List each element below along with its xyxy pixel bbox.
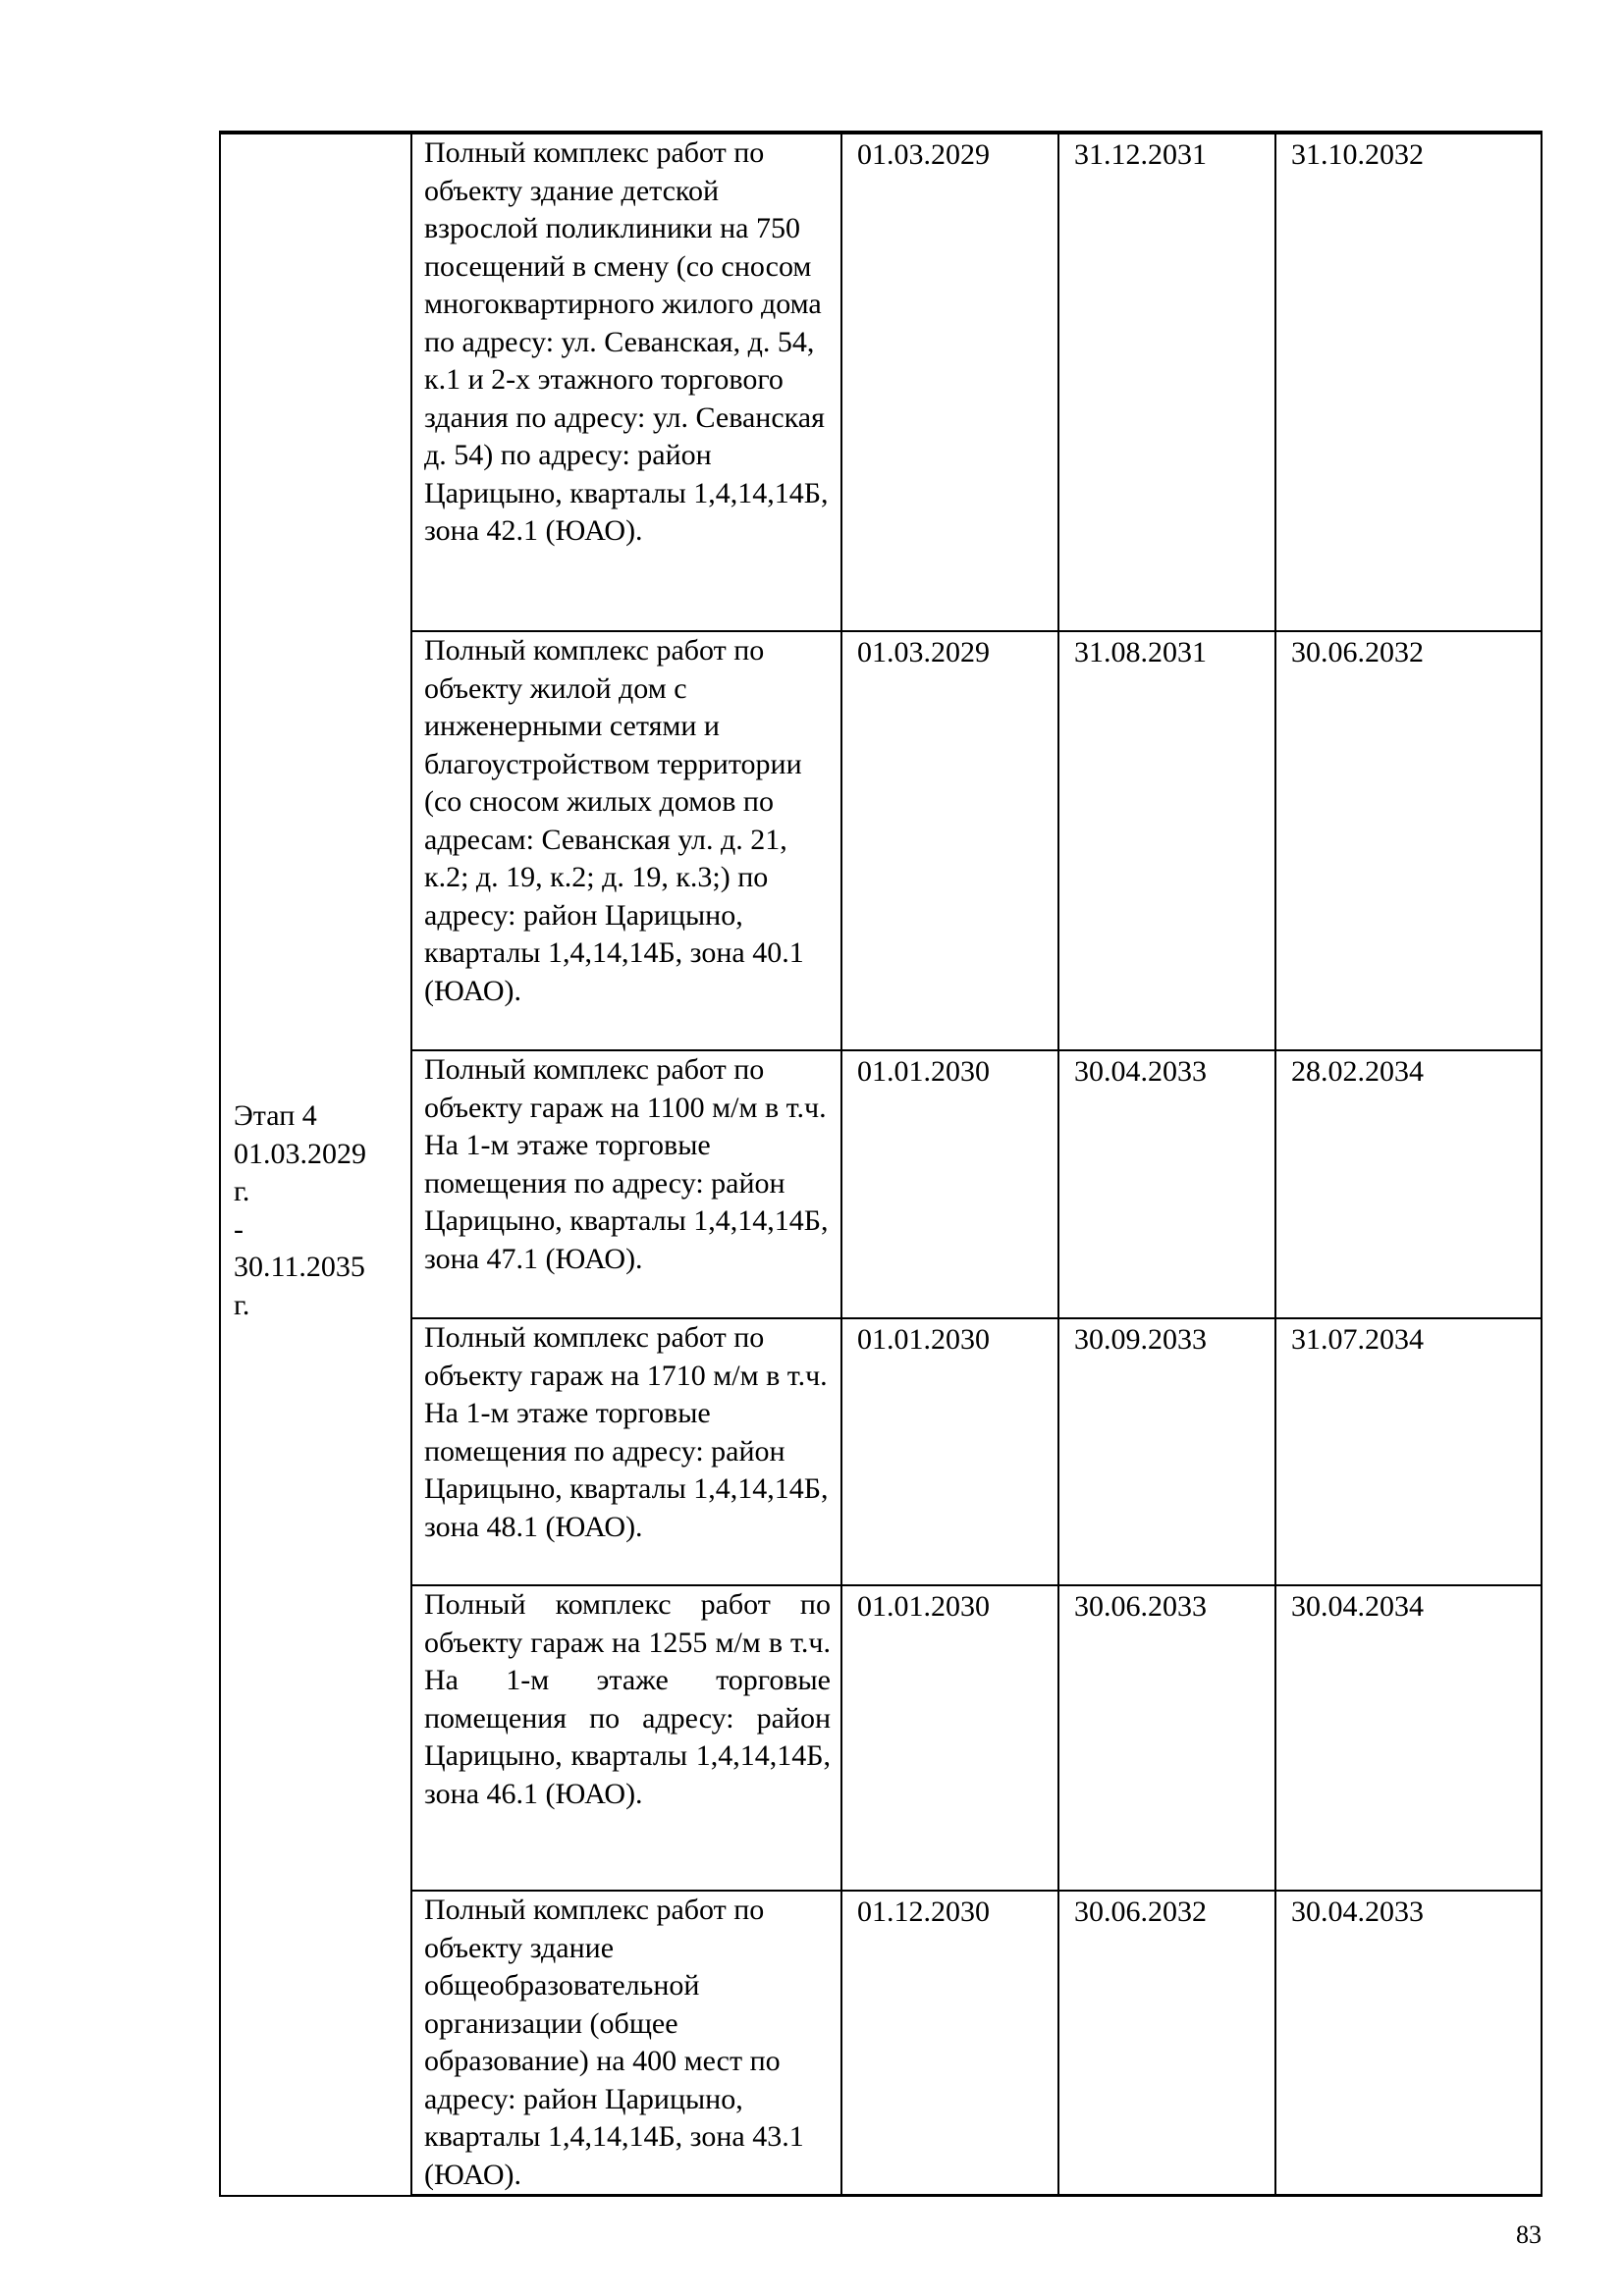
completion-date: 31.12.2031 — [1058, 133, 1275, 631]
completion-date: 30.09.2033 — [1058, 1318, 1275, 1585]
table-row — [220, 631, 1542, 1050]
commissioning-date: 31.10.2032 — [1275, 133, 1542, 631]
table-row — [220, 1050, 1542, 1318]
start-date: 01.03.2029 — [841, 133, 1058, 631]
stage-cell — [220, 133, 411, 2196]
work-description: Полный комплекс работ по объекту здание детской взрослой поликлиники на 750 посещений в смену (со сносом многоквартирного жилого дома по адресу: ул. Севанская, д. 54, к.1 и 2-х этажного торгового здания по адресу: ул. Севанская д. 54) по адресу: район Царицыно, кварталы 1,4,14,14Б, зона 42.1 (ЮАО). — [411, 133, 841, 631]
commissioning-date: 31.07.2034 — [1275, 1318, 1542, 1585]
completion-date: 30.06.2032 — [1058, 1891, 1275, 2196]
start-date: 01.12.2030 — [841, 1891, 1058, 2196]
table-row — [220, 1318, 1542, 1585]
work-description: Полный комплекс работ по объекту гараж на 1255 м/м в т.ч. На 1-м этаже торговые помещения по адресу: район Царицыно, кварталы 1,4,14,14Б, зона 46.1 (ЮАО). — [411, 1585, 841, 1891]
completion-date: 30.04.2033 — [1058, 1050, 1275, 1318]
completion-date: 30.06.2033 — [1058, 1585, 1275, 1891]
start-date: 01.01.2030 — [841, 1318, 1058, 1585]
stage-end-year-suffix: г. — [234, 1288, 250, 1321]
stage-title: Этап 4 — [234, 1099, 317, 1133]
stage-start-date: 01.03.2029 — [234, 1137, 366, 1170]
completion-date: 31.08.2031 — [1058, 631, 1275, 1050]
work-description: Полный комплекс работ по объекту жилой дом с инженерными сетями и благоустройством территории (со сносом жилых домов по адресам: Севанская ул. д. 21, к.2; д. 19, к.2; д. 19, к.3;) по адресу: район Царицыно, кварталы 1,4,14,14Б, зона 40.1 (ЮАО). — [411, 631, 841, 1050]
stage-start-year-suffix: г. — [234, 1175, 250, 1208]
table-row — [220, 133, 1542, 631]
start-date: 01.01.2030 — [841, 1050, 1058, 1318]
stage-end-date: 30.11.2035 — [234, 1251, 365, 1284]
table-row — [220, 1891, 1542, 2196]
start-date: 01.01.2030 — [841, 1585, 1058, 1891]
commissioning-date: 30.04.2033 — [1275, 1891, 1542, 2196]
commissioning-date: 28.02.2034 — [1275, 1050, 1542, 1318]
start-date: 01.03.2029 — [841, 631, 1058, 1050]
commissioning-date: 30.04.2034 — [1275, 1585, 1542, 1891]
construction-schedule-table — [219, 131, 1543, 2197]
work-description: Полный комплекс работ по объекту здание общеобразовательной организации (общее образование) на 400 мест по адресу: район Царицыно, кварталы 1,4,14,14Б, зона 43.1 (ЮАО). — [411, 1891, 841, 2196]
stage-range-dash: - — [234, 1212, 244, 1246]
work-description: Полный комплекс работ по объекту гараж на 1100 м/м в т.ч. На 1-м этаже торговые помещения по адресу: район Царицыно, кварталы 1,4,14,14Б, зона 47.1 (ЮАО). — [411, 1050, 841, 1318]
page-number: 83 — [1516, 2220, 1542, 2249]
work-description: Полный комплекс работ по объекту гараж на 1710 м/м в т.ч. На 1-м этаже торговые помещения по адресу: район Царицыно, кварталы 1,4,14,14Б, зона 48.1 (ЮАО). — [411, 1318, 841, 1585]
table-row — [220, 1585, 1542, 1891]
commissioning-date: 30.06.2032 — [1275, 631, 1542, 1050]
